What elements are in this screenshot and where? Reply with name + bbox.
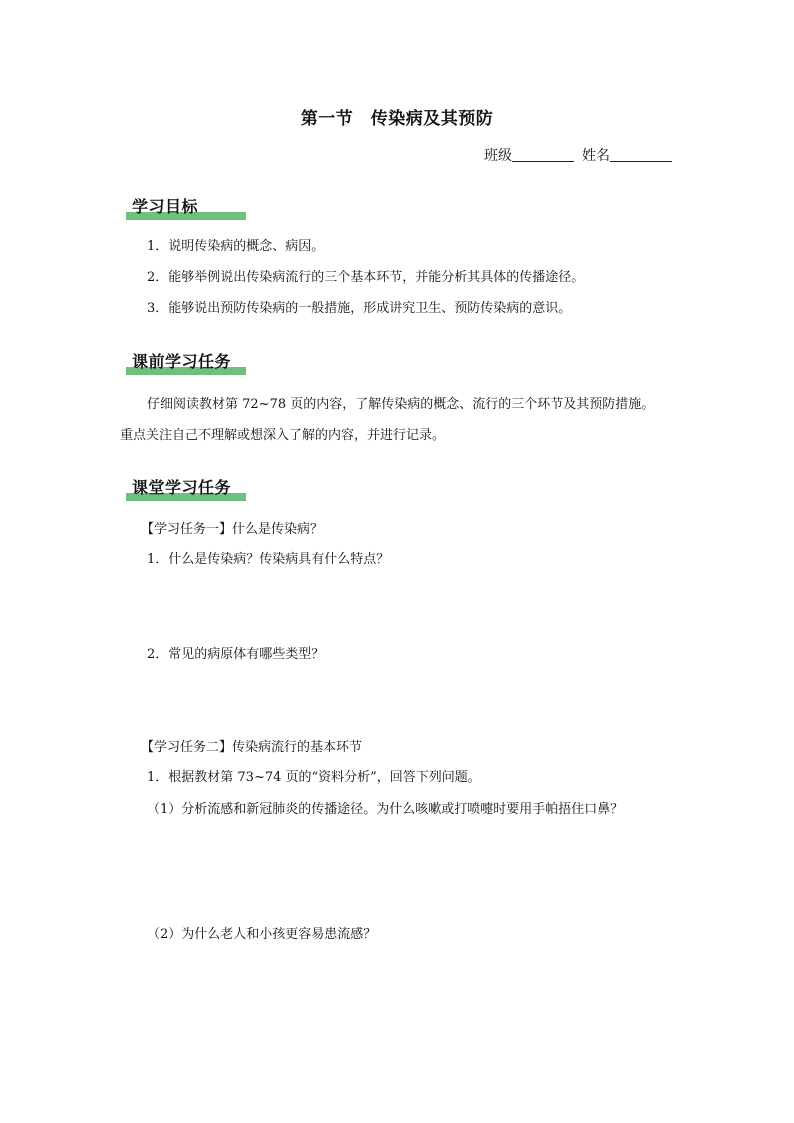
task-title: 【学习任务一】什么是传染病？ bbox=[141, 522, 324, 537]
sub-question-item: （2）为什么老人和小孩更容易患流感？ bbox=[147, 927, 377, 942]
name-label: 姓名 bbox=[582, 148, 610, 164]
page-title: 第一节 传染病及其预防 bbox=[300, 109, 494, 129]
task-title: 【学习任务二】传染病流行的基本环节 bbox=[141, 740, 363, 755]
section-heading-label: 课堂学习任务 bbox=[132, 478, 232, 497]
class-label: 班级 bbox=[484, 148, 512, 164]
section-heading-label: 学习目标 bbox=[132, 197, 199, 216]
question-item: 1．根据教材第 73~74 页的“资料分析”，回答下列问题。 bbox=[147, 770, 481, 785]
objective-item: 1．说明传染病的概念、病因。 bbox=[147, 239, 325, 254]
objective-item: 3．能够说出预防传染病的一般措施，形成讲究卫生、预防传染病的意识。 bbox=[147, 301, 572, 316]
section-heading-label: 课前学习任务 bbox=[132, 352, 232, 371]
sub-question-item: （1）分析流感和新冠肺炎的传播途径。为什么咳嗽或打喷嚏时要用手帕捂住口鼻？ bbox=[147, 802, 624, 817]
class-name-fields bbox=[484, 145, 672, 165]
pre-class-paragraph-line: 重点关注自己不理解或想深入了解的内容，并进行记录。 bbox=[120, 428, 446, 443]
question-item: 1．什么是传染病？传染病具有什么特点？ bbox=[147, 552, 390, 567]
name-blank[interactable] bbox=[610, 147, 672, 162]
pre-class-paragraph-line: 仔细阅读教材第 72~78 页的内容，了解传染病的概念、流行的三个环节及其预防措施。 bbox=[147, 397, 655, 412]
objective-item: 2．能够举例说出传染病流行的三个基本环节，并能分析其具体的传播途径。 bbox=[147, 270, 585, 285]
class-blank[interactable] bbox=[512, 147, 574, 162]
question-item: 2．常见的病原体有哪些类型？ bbox=[147, 647, 325, 662]
